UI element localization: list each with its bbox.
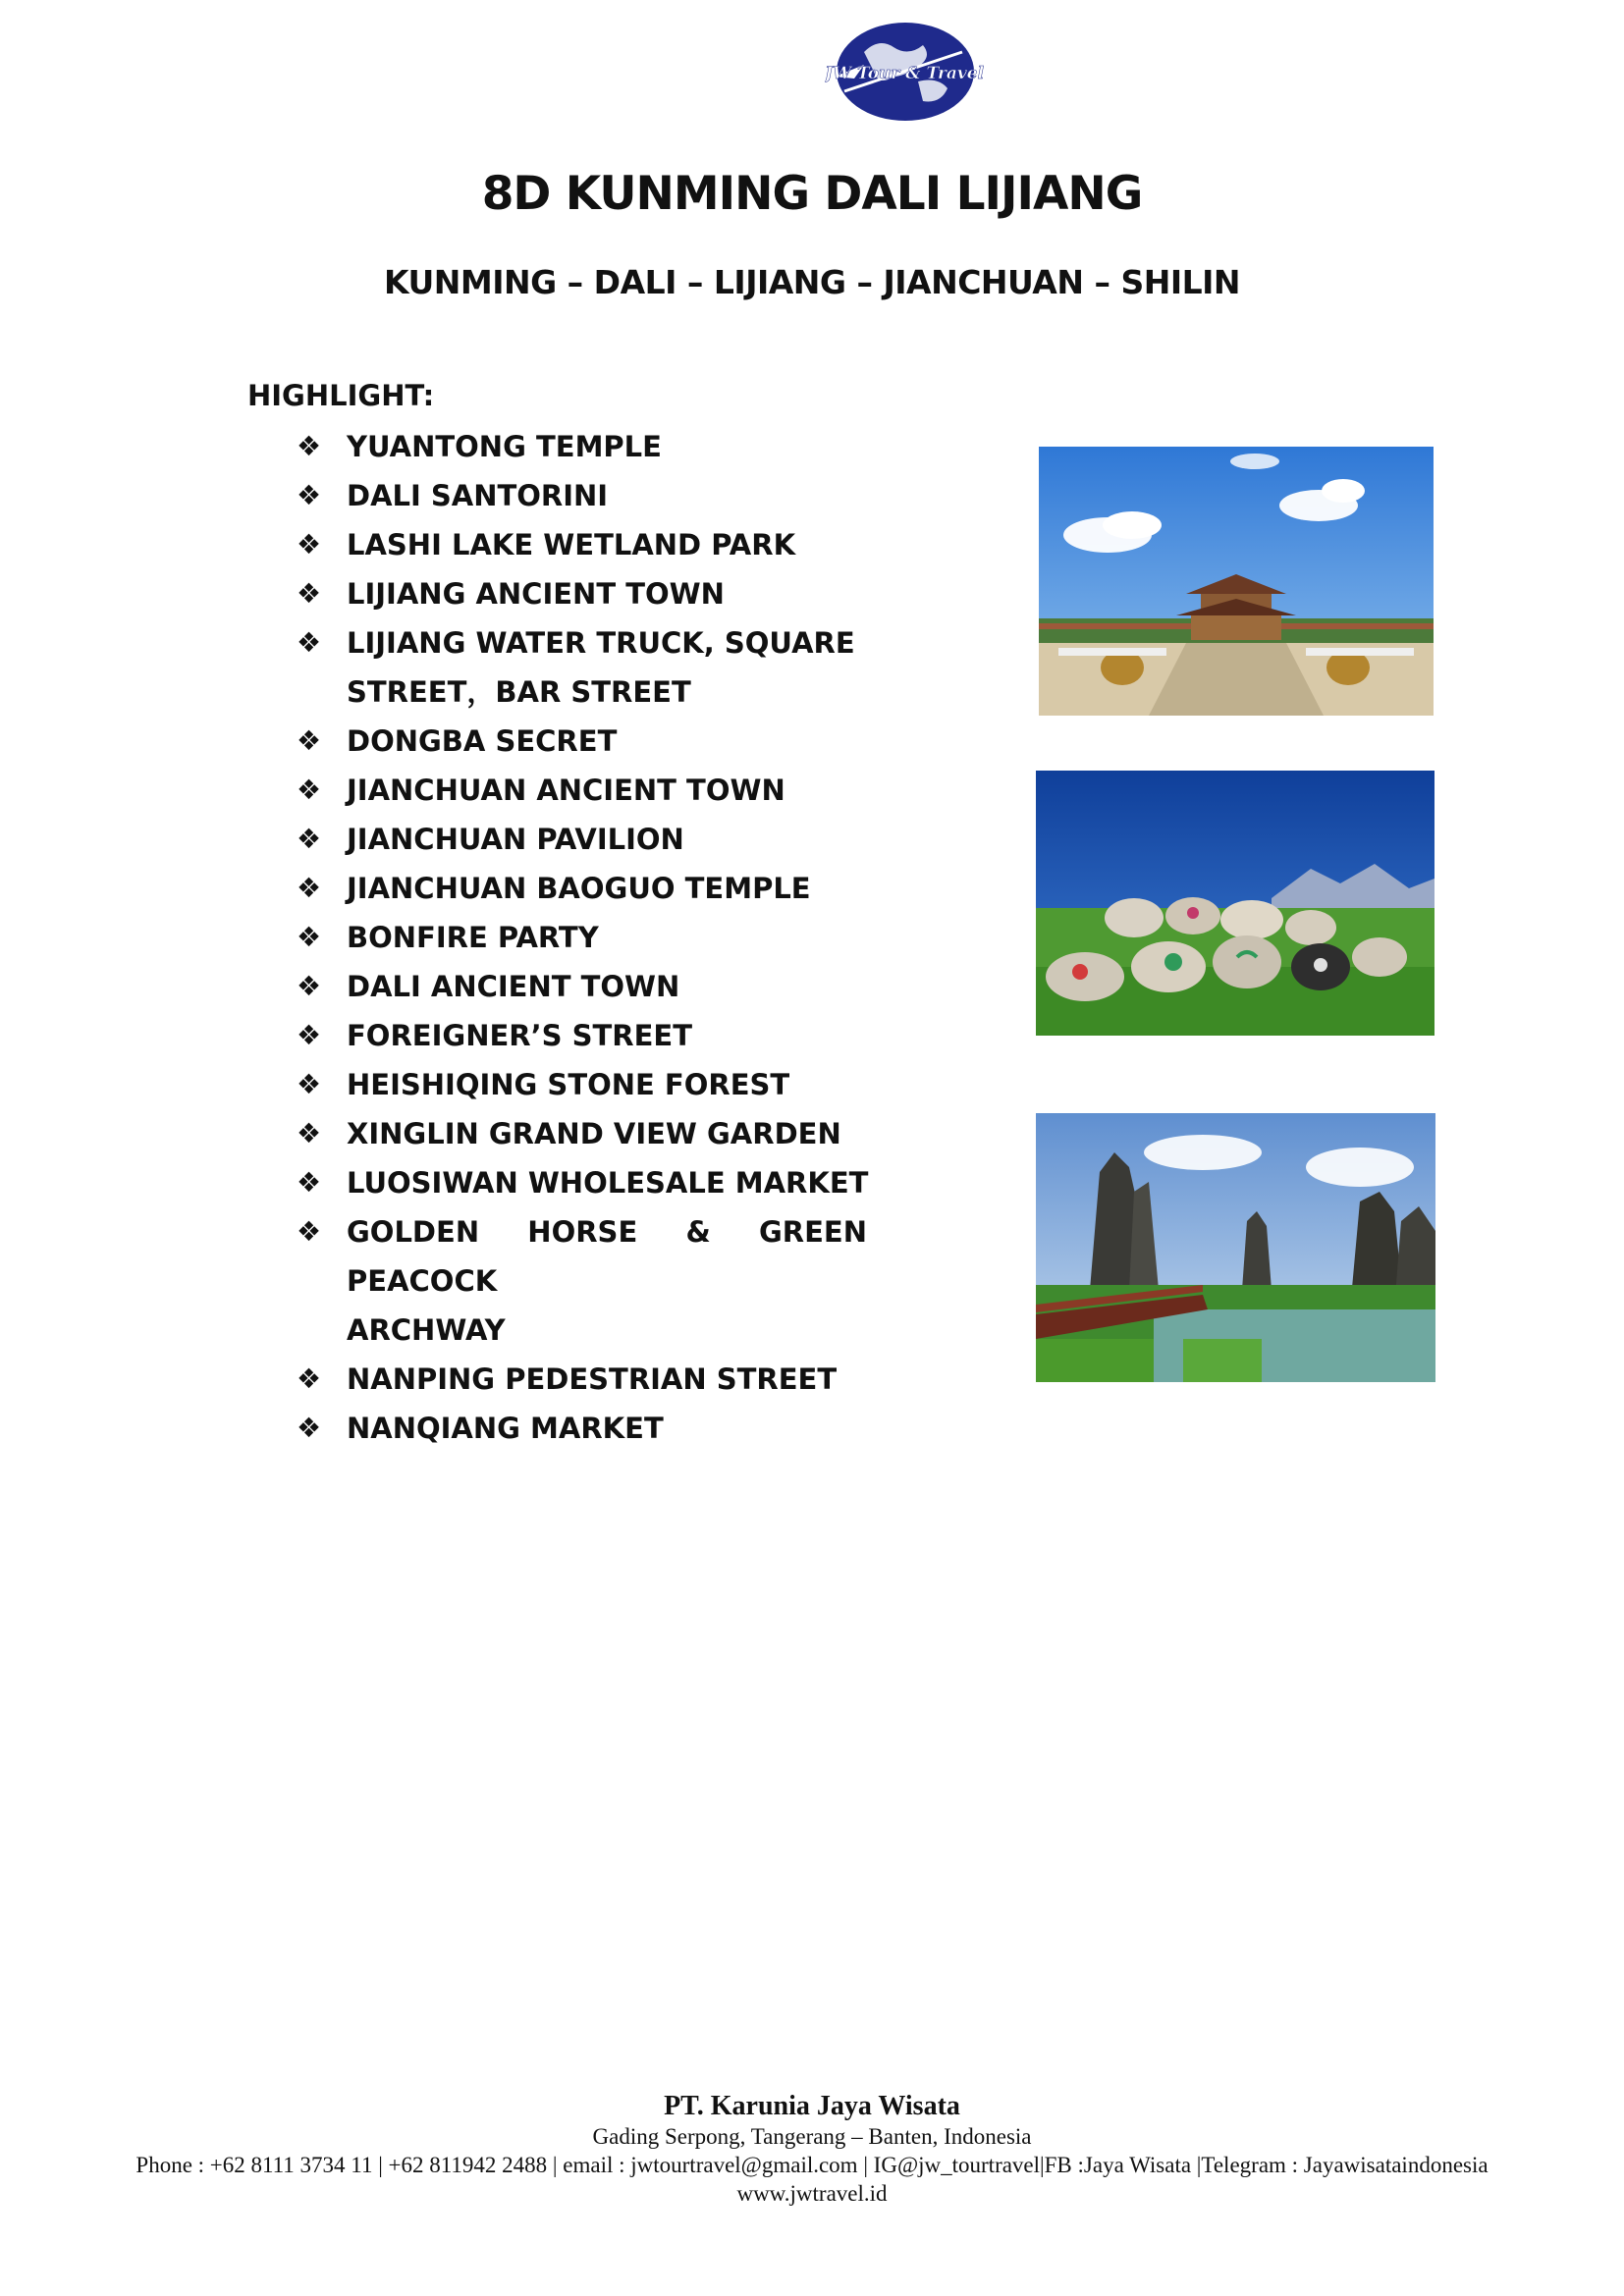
list-item: ❖ LIJIANG ANCIENT TOWN: [295, 569, 884, 618]
list-item: ❖ LUOSIWAN WHOLESALE MARKET: [295, 1158, 884, 1207]
highlight-heading: HIGHLIGHT:: [247, 379, 435, 412]
diamond-bullet-icon: ❖: [297, 921, 322, 953]
contact-info: Phone : +62 8111 3734 11 | +62 811942 2488 | email : jwtourtravel@gmail.com | IG@jw_tourtravel|FB :Jaya Wisata |Telegram : Jayawisataindonesia: [135, 2153, 1489, 2177]
list-item: ❖ LIJIANG WATER TRUCK, SQUARE STREET，BAR STREET: [295, 618, 884, 717]
list-item: ❖ NANQIANG MARKET: [295, 1404, 884, 1453]
route-subtitle: KUNMING – DALI – LIJIANG – JIANCHUAN – SHILIN: [383, 263, 1241, 301]
logo-wordmark: JW Tour & Travel: [825, 64, 984, 83]
list-item: ❖ HEISHIQING STONE FOREST: [295, 1060, 884, 1109]
highlight-list: [295, 422, 884, 1453]
painted-stones-photo: [1036, 771, 1435, 1036]
list-item: ❖ DONGBA SECRET: [295, 717, 884, 766]
list-item: ❖ BONFIRE PARTY: [295, 913, 884, 962]
list-item: ❖ JIANCHUAN BAOGUO TEMPLE: [295, 864, 884, 913]
stone-forest-photo: [1036, 1113, 1435, 1382]
diamond-bullet-icon: ❖: [297, 528, 322, 561]
list-item: ❖ JIANCHUAN ANCIENT TOWN: [295, 766, 884, 815]
diamond-bullet-icon: ❖: [297, 1166, 322, 1199]
list-item: ❖ XINGLIN GRAND VIEW GARDEN: [295, 1109, 884, 1158]
company-address: Gading Serpong, Tangerang – Banten, Indonesia: [592, 2124, 1032, 2149]
diamond-bullet-icon: ❖: [297, 479, 322, 511]
diamond-bullet-icon: ❖: [297, 774, 322, 806]
company-logo: [825, 18, 984, 126]
list-item: ❖ DALI ANCIENT TOWN: [295, 962, 884, 1011]
list-item: ❖ JIANCHUAN PAVILION: [295, 815, 884, 864]
list-item: ❖ NANPING PEDESTRIAN STREET: [295, 1355, 884, 1404]
list-item: ❖ YUANTONG TEMPLE: [295, 422, 884, 471]
diamond-bullet-icon: ❖: [297, 724, 322, 757]
list-item: ❖ LASHI LAKE WETLAND PARK: [295, 520, 884, 569]
diamond-bullet-icon: ❖: [297, 1215, 322, 1248]
list-item: ❖ FOREIGNER’S STREET: [295, 1011, 884, 1060]
diamond-bullet-icon: ❖: [297, 1117, 322, 1149]
diamond-bullet-icon: ❖: [297, 823, 322, 855]
diamond-bullet-icon: ❖: [297, 872, 322, 904]
diamond-bullet-icon: ❖: [297, 577, 322, 610]
temple-photo: [1039, 447, 1434, 716]
diamond-bullet-icon: ❖: [297, 1019, 322, 1051]
diamond-bullet-icon: ❖: [297, 1362, 322, 1395]
page-title: 8D KUNMING DALI LIJIANG: [481, 167, 1143, 221]
list-item: ❖ DALI SANTORINI: [295, 471, 884, 520]
page-footer: [0, 2091, 1624, 2208]
website-link[interactable]: www.jwtravel.id: [736, 2181, 888, 2206]
list-item: ❖ GOLDEN HORSE & GREEN PEACOCK ARCHWAY: [295, 1207, 884, 1355]
diamond-bullet-icon: ❖: [297, 1412, 322, 1444]
diamond-bullet-icon: ❖: [297, 970, 322, 1002]
diamond-bullet-icon: ❖: [297, 1068, 322, 1100]
diamond-bullet-icon: ❖: [297, 626, 322, 659]
company-name: PT. Karunia Jaya Wisata: [664, 2091, 960, 2121]
diamond-bullet-icon: ❖: [297, 430, 322, 462]
